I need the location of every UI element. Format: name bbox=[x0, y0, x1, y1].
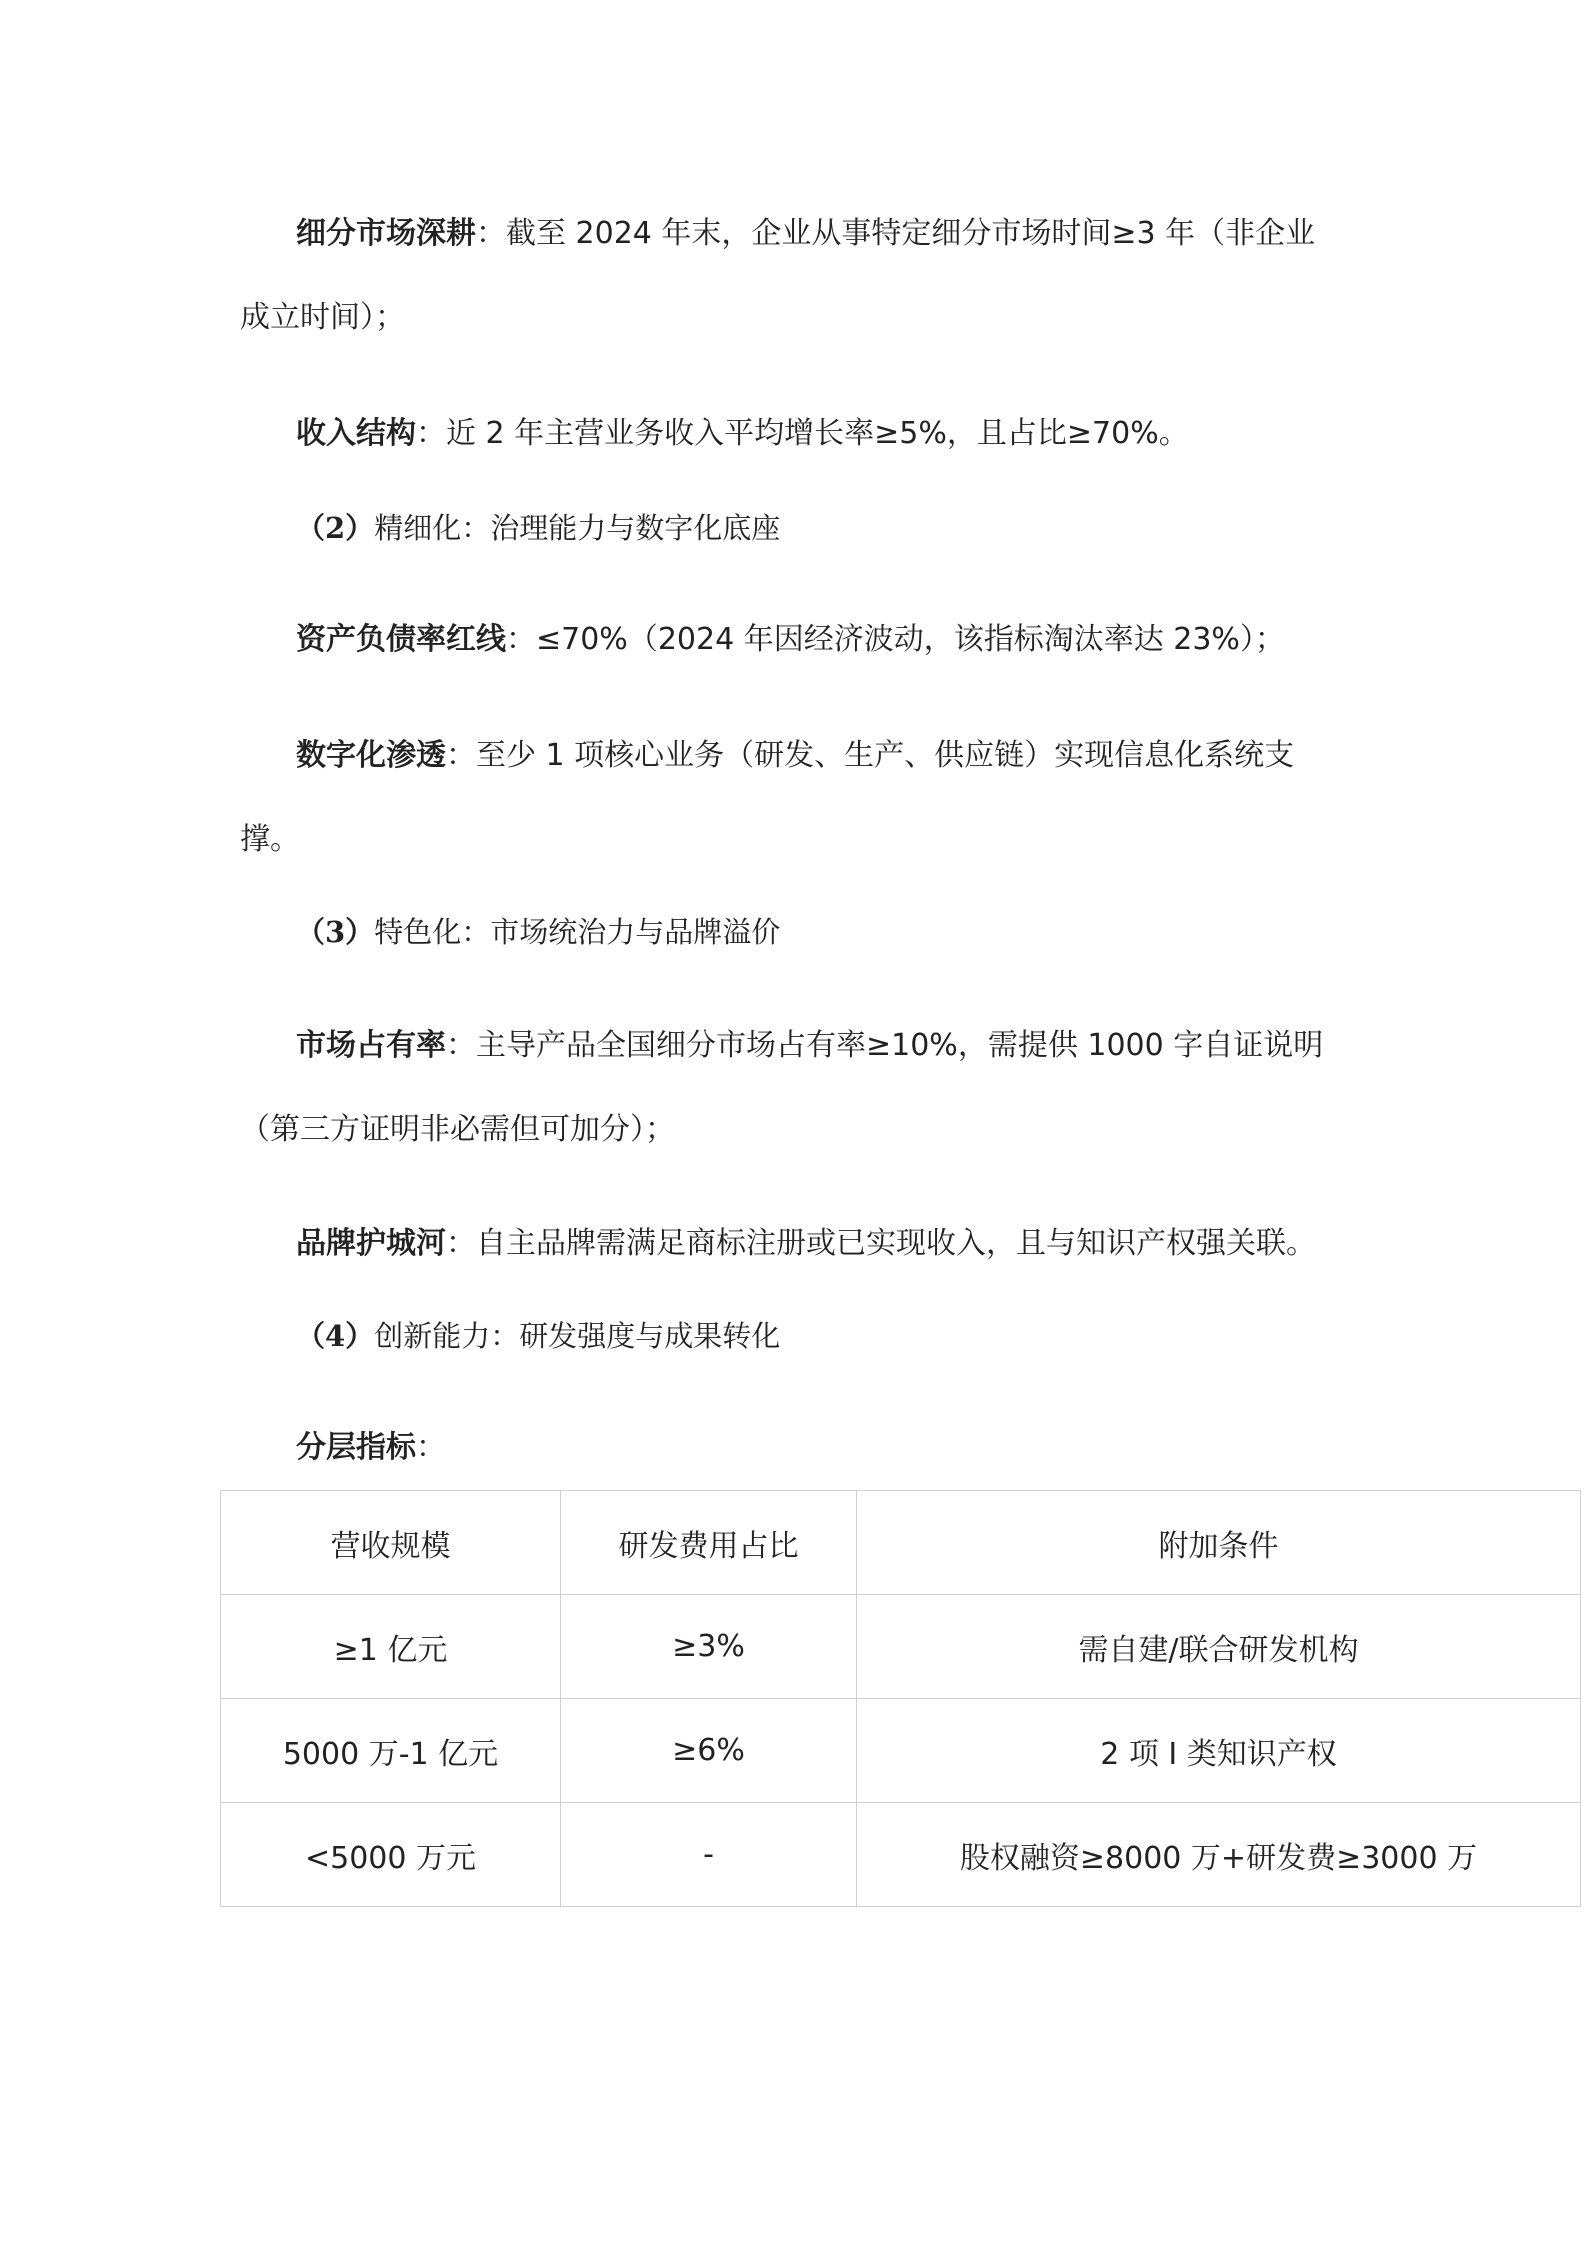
table-cell: 5000 万-1 亿元 bbox=[221, 1699, 561, 1803]
paragraph-market-share bbox=[240, 1004, 1340, 1172]
term-label: 细分市场深耕 bbox=[296, 216, 476, 251]
table-row bbox=[221, 1803, 1581, 1907]
subheading-text: 创新能力：研发强度与成果转化 bbox=[374, 1319, 781, 1353]
paragraph-text: ：截至 2024 年末，企业从事特定细分市场时间≥3 年（非企业成立时间）； bbox=[240, 216, 1316, 335]
term-label: 收入结构 bbox=[296, 416, 416, 451]
paragraph-brand-moat bbox=[240, 1202, 1340, 1286]
subheading-innovation bbox=[296, 1316, 1336, 1356]
paragraph-text: ： bbox=[416, 1430, 446, 1465]
table-row bbox=[221, 1699, 1581, 1803]
table-cell: ≥1 亿元 bbox=[221, 1595, 561, 1699]
paragraph-tiered-indicators bbox=[240, 1406, 1340, 1490]
subheading-text: 精细化：治理能力与数字化底座 bbox=[374, 511, 781, 545]
table-cell: ≥6% bbox=[561, 1699, 857, 1803]
table-cell: 股权融资≥8000 万+研发费≥3000 万 bbox=[857, 1803, 1581, 1907]
paragraph-niche-market bbox=[240, 192, 1340, 360]
term-label: 品牌护城河 bbox=[296, 1226, 446, 1261]
table-cell: ≥3% bbox=[561, 1595, 857, 1699]
subheading-text: 特色化：市场统治力与品牌溢价 bbox=[374, 915, 781, 949]
table-header-cell: 附加条件 bbox=[857, 1491, 1581, 1595]
subheading-number: （2） bbox=[296, 511, 375, 545]
tiered-indicator-table bbox=[220, 1490, 1580, 1907]
term-label: 资产负债率红线 bbox=[296, 622, 506, 657]
subheading-number: （3） bbox=[296, 915, 375, 949]
subheading-specialization bbox=[296, 912, 1336, 952]
table-row bbox=[221, 1595, 1581, 1699]
table-cell: 2 项 I 类知识产权 bbox=[857, 1699, 1581, 1803]
paragraph-digitalization bbox=[240, 714, 1340, 882]
subheading-refinement bbox=[296, 508, 1336, 548]
term-label: 数字化渗透 bbox=[296, 738, 446, 773]
subheading-number: （4） bbox=[296, 1319, 375, 1353]
indicator-table bbox=[220, 1490, 1581, 1907]
table-cell: <5000 万元 bbox=[221, 1803, 561, 1907]
paragraph-text: ：自主品牌需满足商标注册或已实现收入，且与知识产权强关联。 bbox=[446, 1226, 1316, 1261]
table-cell: 需自建/联合研发机构 bbox=[857, 1595, 1581, 1699]
paragraph-text: ：主导产品全国细分市场占有率≥10%，需提供 1000 字自证说明（第三方证明非必需但可加分）； bbox=[240, 1028, 1324, 1147]
paragraph-text: ：≤70%（2024 年因经济波动，该指标淘汰率达 23%）； bbox=[506, 622, 1285, 657]
term-label: 市场占有率 bbox=[296, 1028, 446, 1063]
table-header-cell: 研发费用占比 bbox=[561, 1491, 857, 1595]
paragraph-revenue-structure bbox=[240, 392, 1340, 476]
paragraph-text: ：至少 1 项核心业务（研发、生产、供应链）实现信息化系统支撑。 bbox=[240, 738, 1295, 857]
table-header-cell: 营收规模 bbox=[221, 1491, 561, 1595]
paragraph-debt-ratio bbox=[240, 598, 1340, 682]
term-label: 分层指标 bbox=[296, 1430, 416, 1465]
table-cell: - bbox=[561, 1803, 857, 1907]
table-header-row bbox=[221, 1491, 1581, 1595]
paragraph-text: ：近 2 年主营业务收入平均增长率≥5%，且占比≥70%。 bbox=[416, 416, 1189, 451]
